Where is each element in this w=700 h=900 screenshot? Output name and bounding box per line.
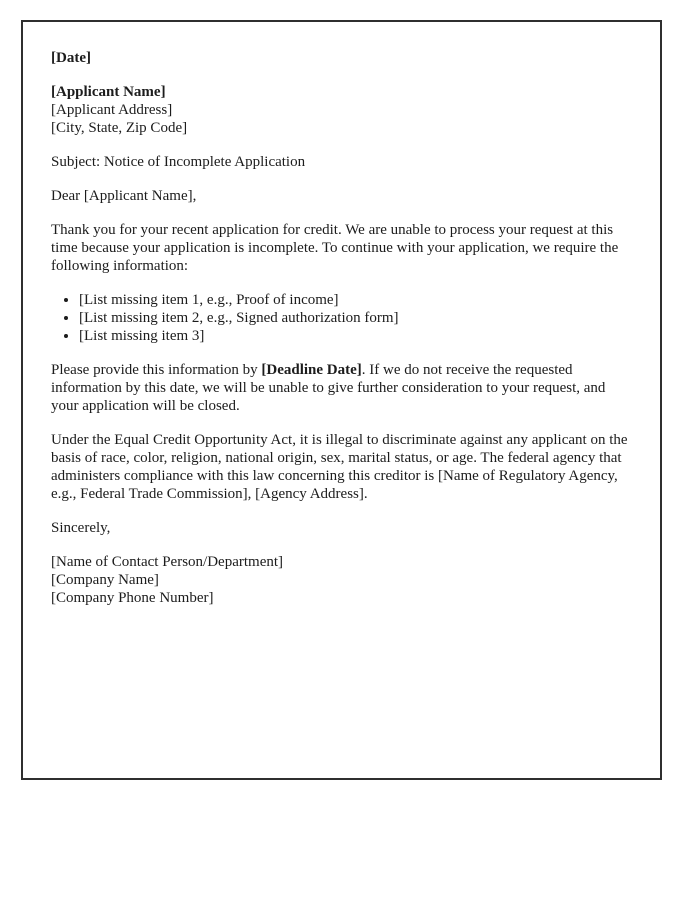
deadline-paragraph	[51, 361, 629, 415]
letter-page	[21, 20, 662, 780]
date-placeholder: [Date]	[51, 50, 91, 66]
closing: Sincerely,	[51, 520, 111, 536]
intro-paragraph: Thank you for your recent application for credit. We are unable to process your request at this time because your application is incomplete. To continue with your application, we require the following information:	[51, 222, 619, 274]
recipient-name: [Applicant Name]	[51, 84, 166, 100]
deadline-text-after: . If we do not receive the requested information by this date, we will be unable to give further consideration to your request, and your application will be closed.	[51, 362, 606, 414]
list-item: • [List missing item 2, e.g., Signed authorization form]	[79, 309, 629, 327]
signature-company: [Company Name]	[51, 572, 159, 588]
deadline-text-before: Please provide this information by	[51, 362, 262, 378]
recipient-block	[51, 83, 629, 137]
recipient-city-state-zip: [City, State, Zip Code]	[51, 120, 188, 136]
signature-block	[51, 553, 629, 607]
salutation: Dear [Applicant Name],	[51, 188, 197, 204]
missing-items-list	[51, 291, 629, 345]
recipient-address: [Applicant Address]	[51, 102, 173, 118]
date-line	[51, 49, 629, 67]
signature-contact: [Name of Contact Person/Department]	[51, 554, 284, 570]
list-item: • [List missing item 1, e.g., Proof of income]	[79, 291, 629, 309]
deadline-date-placeholder: [Deadline Date]	[261, 362, 362, 378]
ecoa-paragraph: Under the Equal Credit Opportunity Act, it is illegal to discriminate against any applicant on the basis of race, color, religion, national origin, sex, marital status, or age. The federal agency that administers compliance with this law concerning this creditor is [Name of Regulatory Agency, e.g., Federal Trade Commission], [Agency Address].	[51, 432, 628, 502]
signature-phone: [Company Phone Number]	[51, 590, 214, 606]
list-item: • [List missing item 3]	[79, 327, 629, 345]
subject-line: Subject: Notice of Incomplete Application	[51, 154, 306, 170]
